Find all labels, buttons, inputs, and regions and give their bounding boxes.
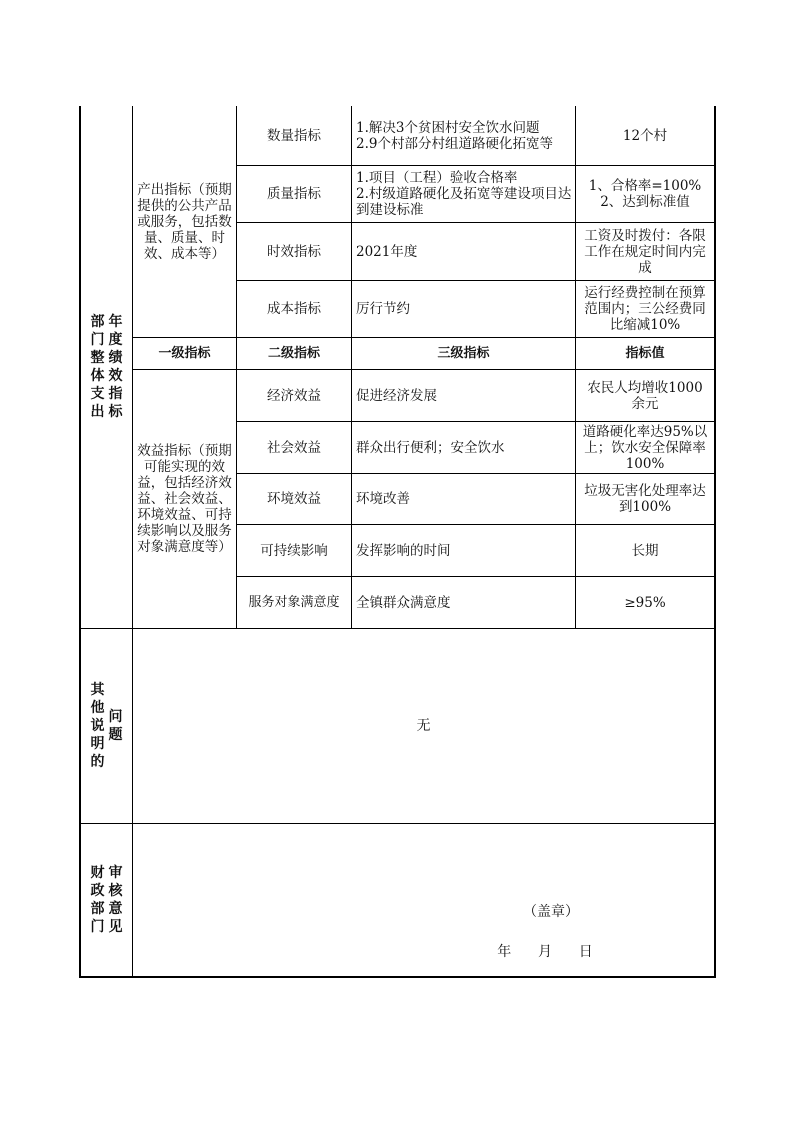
benefit-value-cell: 农民人均增收1000余元: [587, 379, 703, 412]
finance-label-char: 财: [90, 865, 105, 881]
output-value-cell: 工资及时拨付：各限工作在规定时间内完成: [584, 227, 706, 276]
section-label-char: 整: [90, 350, 105, 366]
finance-review-label: [81, 824, 132, 976]
other-label-char: 的: [90, 754, 105, 770]
section-label-char: 绩: [108, 350, 123, 366]
output-level3-cell: 2021年度: [356, 243, 418, 260]
benefit-level2-cell: 经济效益: [267, 387, 321, 404]
finance-label-col1: [91, 864, 105, 936]
section-label-char: 年: [108, 314, 123, 330]
section-label-char: 出: [90, 404, 105, 420]
header-level3: 三级指标: [437, 345, 490, 361]
output-level3-cell: 1.项目（工程）验收合格率 2.村级道路硬化及拓宽等建设项目达到建设标准: [356, 170, 572, 218]
output-level2-cell: 时效指标: [267, 243, 321, 260]
benefit-level3-cell: 发挥影响的时间: [356, 542, 451, 559]
section-label-col1: [91, 313, 105, 421]
output-value-cell: 1、合格率=100% 2、达到标准值: [588, 178, 702, 210]
other-label-char: 明: [90, 736, 105, 752]
header-level1: 一级指标: [158, 345, 211, 361]
other-label-char: 其: [90, 682, 105, 698]
output-level3-cell: 厉行节约: [356, 301, 410, 317]
date-text: 年 月 日: [497, 944, 593, 960]
output-level2-cell: 质量指标: [267, 186, 321, 202]
section-label-char: 标: [108, 404, 123, 420]
other-label-char: 说: [90, 718, 105, 734]
benefit-level2-cell: 环境效益: [267, 491, 321, 507]
finance-label-char: 见: [108, 919, 123, 935]
benefit-level2-cell: 服务对象满意度: [248, 594, 340, 610]
output-category: 产出指标（预期提供的公共产品或服务，包括数量、质量、时效、成本等）: [137, 181, 232, 262]
finance-label-char: 政: [90, 883, 105, 899]
other-issues-content: 无: [416, 718, 431, 734]
benefit-value-cell: ≥95%: [624, 594, 666, 611]
benefit-level3-cell: 环境改善: [356, 491, 410, 507]
output-level3-cell: 1.解决3个贫困村安全饮水问题 2.9个村部分村组道路硬化拓宽等: [356, 119, 553, 152]
output-level2-cell: 成本指标: [267, 301, 321, 317]
section-label-char: 效: [108, 368, 123, 384]
section-label-char: 门: [90, 332, 105, 348]
benefit-level3-cell: 全镇群众满意度: [356, 594, 451, 611]
other-label-char: 问: [108, 709, 123, 725]
output-value-cell: 12个村: [622, 127, 668, 144]
benefit-level2-cell: 可持续影响: [260, 542, 328, 559]
benefit-value-cell: 长期: [631, 542, 659, 559]
finance-label-col2: [109, 864, 123, 936]
section-label-col2: [109, 313, 123, 421]
benefit-level3-cell: 群众出行便利；安全饮水: [356, 439, 505, 456]
finance-label-char: 核: [108, 883, 123, 899]
outer-bottom-border: [79, 976, 716, 978]
seal-text: （盖章）: [523, 904, 579, 920]
section-label-char: 度: [108, 332, 123, 348]
section-label-char: 指: [108, 386, 123, 402]
other-label-col2: [109, 708, 123, 744]
finance-label-char: 意: [108, 901, 123, 917]
benefit-value-cell: 道路硬化率达95%以上；饮水安全保障率100%: [582, 423, 708, 472]
other-label-col1: [91, 681, 105, 771]
outer-right-border: [714, 106, 716, 977]
section-label-char: 部: [90, 314, 105, 330]
section-label-char: 支: [90, 386, 105, 402]
output-value-cell: 运行经费控制在预算范围内；三公经费同比缩减10%: [584, 285, 706, 333]
section-label: [81, 106, 132, 628]
benefit-value-cell: 垃圾无害化处理率达到100%: [584, 483, 706, 515]
other-issues-label: [81, 629, 132, 823]
benefit-category: 效益指标（预期可能实现的效益，包括经济效益、社会效益、环境效益、可持续影响以及服务对象满意度等）: [137, 443, 232, 555]
finance-label-char: 门: [90, 919, 105, 935]
section-line: [79, 823, 716, 824]
benefit-level2-cell: 社会效益: [267, 439, 321, 456]
other-label-char: 题: [108, 727, 123, 743]
section-label-char: 体: [90, 368, 105, 384]
header-value: 指标值: [625, 345, 665, 361]
other-label-char: 他: [90, 700, 105, 716]
finance-label-char: 部: [90, 901, 105, 917]
finance-label-char: 审: [108, 865, 123, 881]
output-level2-cell: 数量指标: [267, 127, 321, 144]
header-level2: 二级指标: [267, 345, 320, 361]
benefit-level3-cell: 促进经济发展: [356, 387, 437, 404]
